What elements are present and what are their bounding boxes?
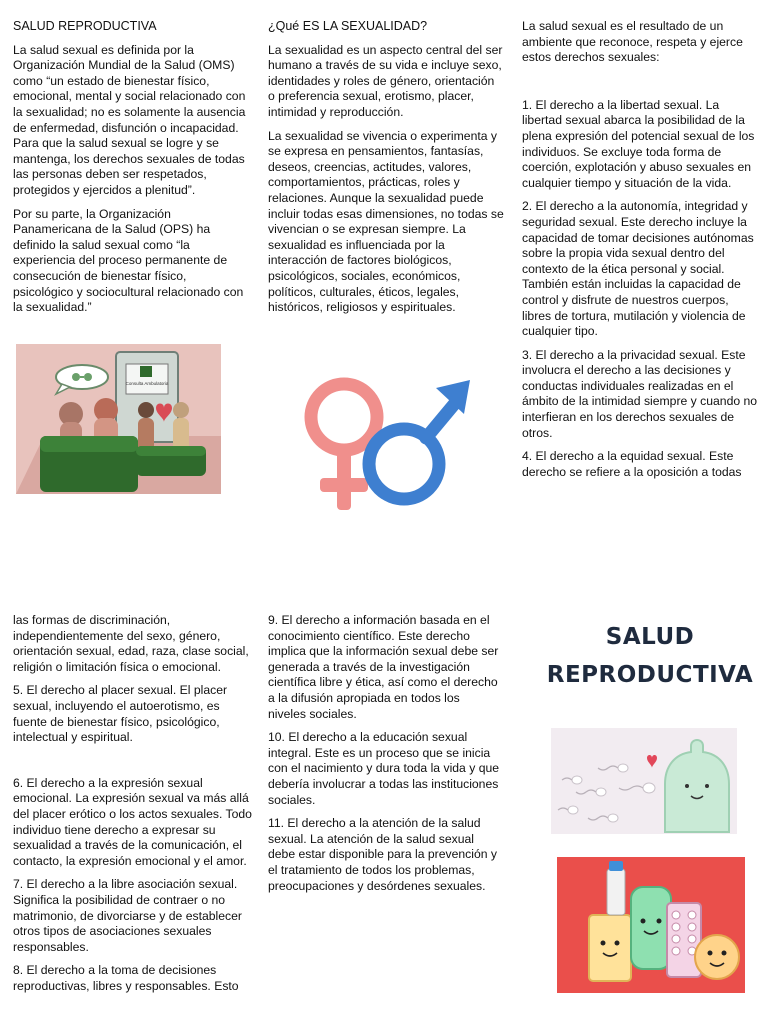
waiting-room-illustration xyxy=(16,344,221,494)
right-5-placer-sexual: 5. El derecho al placer sexual. El placer sexual, incluyendo el autoerotismo, es fuente de bienestar físico, psicológico, intelectual y espiritual. xyxy=(13,683,228,745)
column-1 xyxy=(13,19,249,324)
sexuality-definition-paragraph: La sexualidad es un aspecto central del ser humano a través de su vida e incluye sexo, identidades y roles de género, orientación o preferencia sexual, erotismo, placer, intimidad y reproducción. xyxy=(268,42,503,119)
rights-intro-paragraph: La salud sexual es el resultado de un ambiente que reconoce, respeta y ejerce estos derechos sexuales: xyxy=(522,19,743,65)
right-7-libre-asociacion: 7. El derecho a la libre asociación sexual. Significa la posibilidad de contraer o no matrimonio, de divorciarse y de establecer otros tipos de asociaciones sexuales responsables. xyxy=(13,877,242,954)
right-3-privacidad-sexual: 3. El derecho a la privacidad sexual. Este involucra el derecho a las decisiones y conductas individuales realizadas en el ámbito de la intimidad siempre y cuando no interfieran en los derechos sexuales de otros. xyxy=(522,347,758,440)
section-heading-salud-reproductiva: SALUD REPRODUCTIVA xyxy=(13,19,157,33)
right-4-continuation: las formas de discriminación, independientemente del sexo, género, orientación sexual, edad, raza, clase social, religión o limitación física o emocional. xyxy=(13,613,249,674)
cover-title xyxy=(540,618,760,694)
oms-definition-paragraph: La salud sexual es definida por la Organización Mundial de la Salud (OMS) como “un estado de bienestar físico, emocional, mental y social relacionado con la sexualidad; no es solamente la ausencia de enfermedad, disfunción o incapacidad. Para que la salud sexual se logre y se mantenga, los derechos sexuales de todas las personas deben ser respetados, protegidos y ejercidos a plenitud”. xyxy=(13,42,246,197)
gender-symbols-illustration xyxy=(296,372,476,520)
column-4 xyxy=(13,613,253,1002)
right-6-expresion-sexual: 6. El derecho a la expresión sexual emocional. La expresión sexual va más allá del placer erótico o los actos sexuales. Todo individuo tiene derecho a expresar su sexualidad a través de la comunicación, el contacto, la expresión emocional y el amor. xyxy=(13,775,252,868)
right-8-decisiones-reproductivas: 8. El derecho a la toma de decisiones reproductivas, libres y responsables. Esto xyxy=(13,963,239,993)
contraceptives-illustration xyxy=(557,857,745,993)
cover-title-line-1: SALUD xyxy=(605,624,695,650)
cover-title-line-2: REPRODUCTIVA xyxy=(546,662,754,688)
column-3 xyxy=(522,19,758,488)
right-10-educacion-sexual: 10. El derecho a la educación sexual integral. Este es un proceso que se inicia con el nacimiento y dura toda la vida y que debería involucrar a todas las instituciones sociales. xyxy=(268,730,500,807)
right-1-libertad-sexual: 1. El derecho a la libertad sexual. La libertad sexual abarca la posibilidad de la plena expresión del potencial sexual de los individuos. Se excluye toda forma de coerción, explotación y abuso sexuales en cualquier tiempo y situación de la vida. xyxy=(522,97,755,190)
section-heading-que-es-la-sexualidad: ¿Qué ES LA SEXUALIDAD? xyxy=(268,19,428,33)
sperm-condom-illustration xyxy=(551,728,737,834)
right-11-atencion-salud-sexual: 11. El derecho a la atención de la salud sexual. La atención de la salud sexual debe estar disponible para la prevención y el tratamiento de todos los problemas, preocupaciones y desórdenes sexuales. xyxy=(268,816,498,893)
column-5 xyxy=(268,613,500,902)
right-2-autonomia-integridad: 2. El derecho a la autonomía, integridad y seguridad sexual. Este derecho incluye la capacidad de tomar decisiones autónomas sobre la propia vida sexual dentro del contexto de la ética personal y social. También están incluidas la capacidad de control y disfrute de nuestros cuerpos, libres de tortura, mutilación y violencia de cualquier tipo. xyxy=(522,199,754,339)
column-2 xyxy=(268,19,504,324)
male-symbol-icon xyxy=(369,380,470,499)
sexuality-expression-paragraph: La sexualidad se vivencia o experimenta y se expresa en pensamientos, fantasías, deseos, creencias, actitudes, valores, comportamientos, prácticas, roles y relaciones. Aunque la sexualidad puede incluir todas esas dimensiones, no todas se vivencian o se expresan siempre. La sexualidad es influenciada por la interacción de factores biológicos, psicológicos, sociales, económicos, políticos, culturales, éticos, legales, históricos, religiosos y espirituales. xyxy=(268,128,504,315)
right-9-informacion-cientifica: 9. El derecho a información basada en el conocimiento científico. Este derecho implica que la información sexual debe ser generada a través de la investigación científica libre y ética, así como el derecho a la difusión apropiada en todos los niveles sociales. xyxy=(268,613,499,721)
clinic-sign-text: Consulta Ambulatoria xyxy=(125,381,169,386)
right-4-equidad-sexual: 4. El derecho a la equidad sexual. Este derecho se refiere a la oposición a todas xyxy=(522,449,742,479)
ops-definition-paragraph: Por su parte, la Organización Panamericana de la Salud (OPS) ha definido la salud sexual como “la experiencia del proceso permanente de consecución de bienestar físico, psicológico y sociocultural relacionado con la sexualidad.” xyxy=(13,206,244,315)
